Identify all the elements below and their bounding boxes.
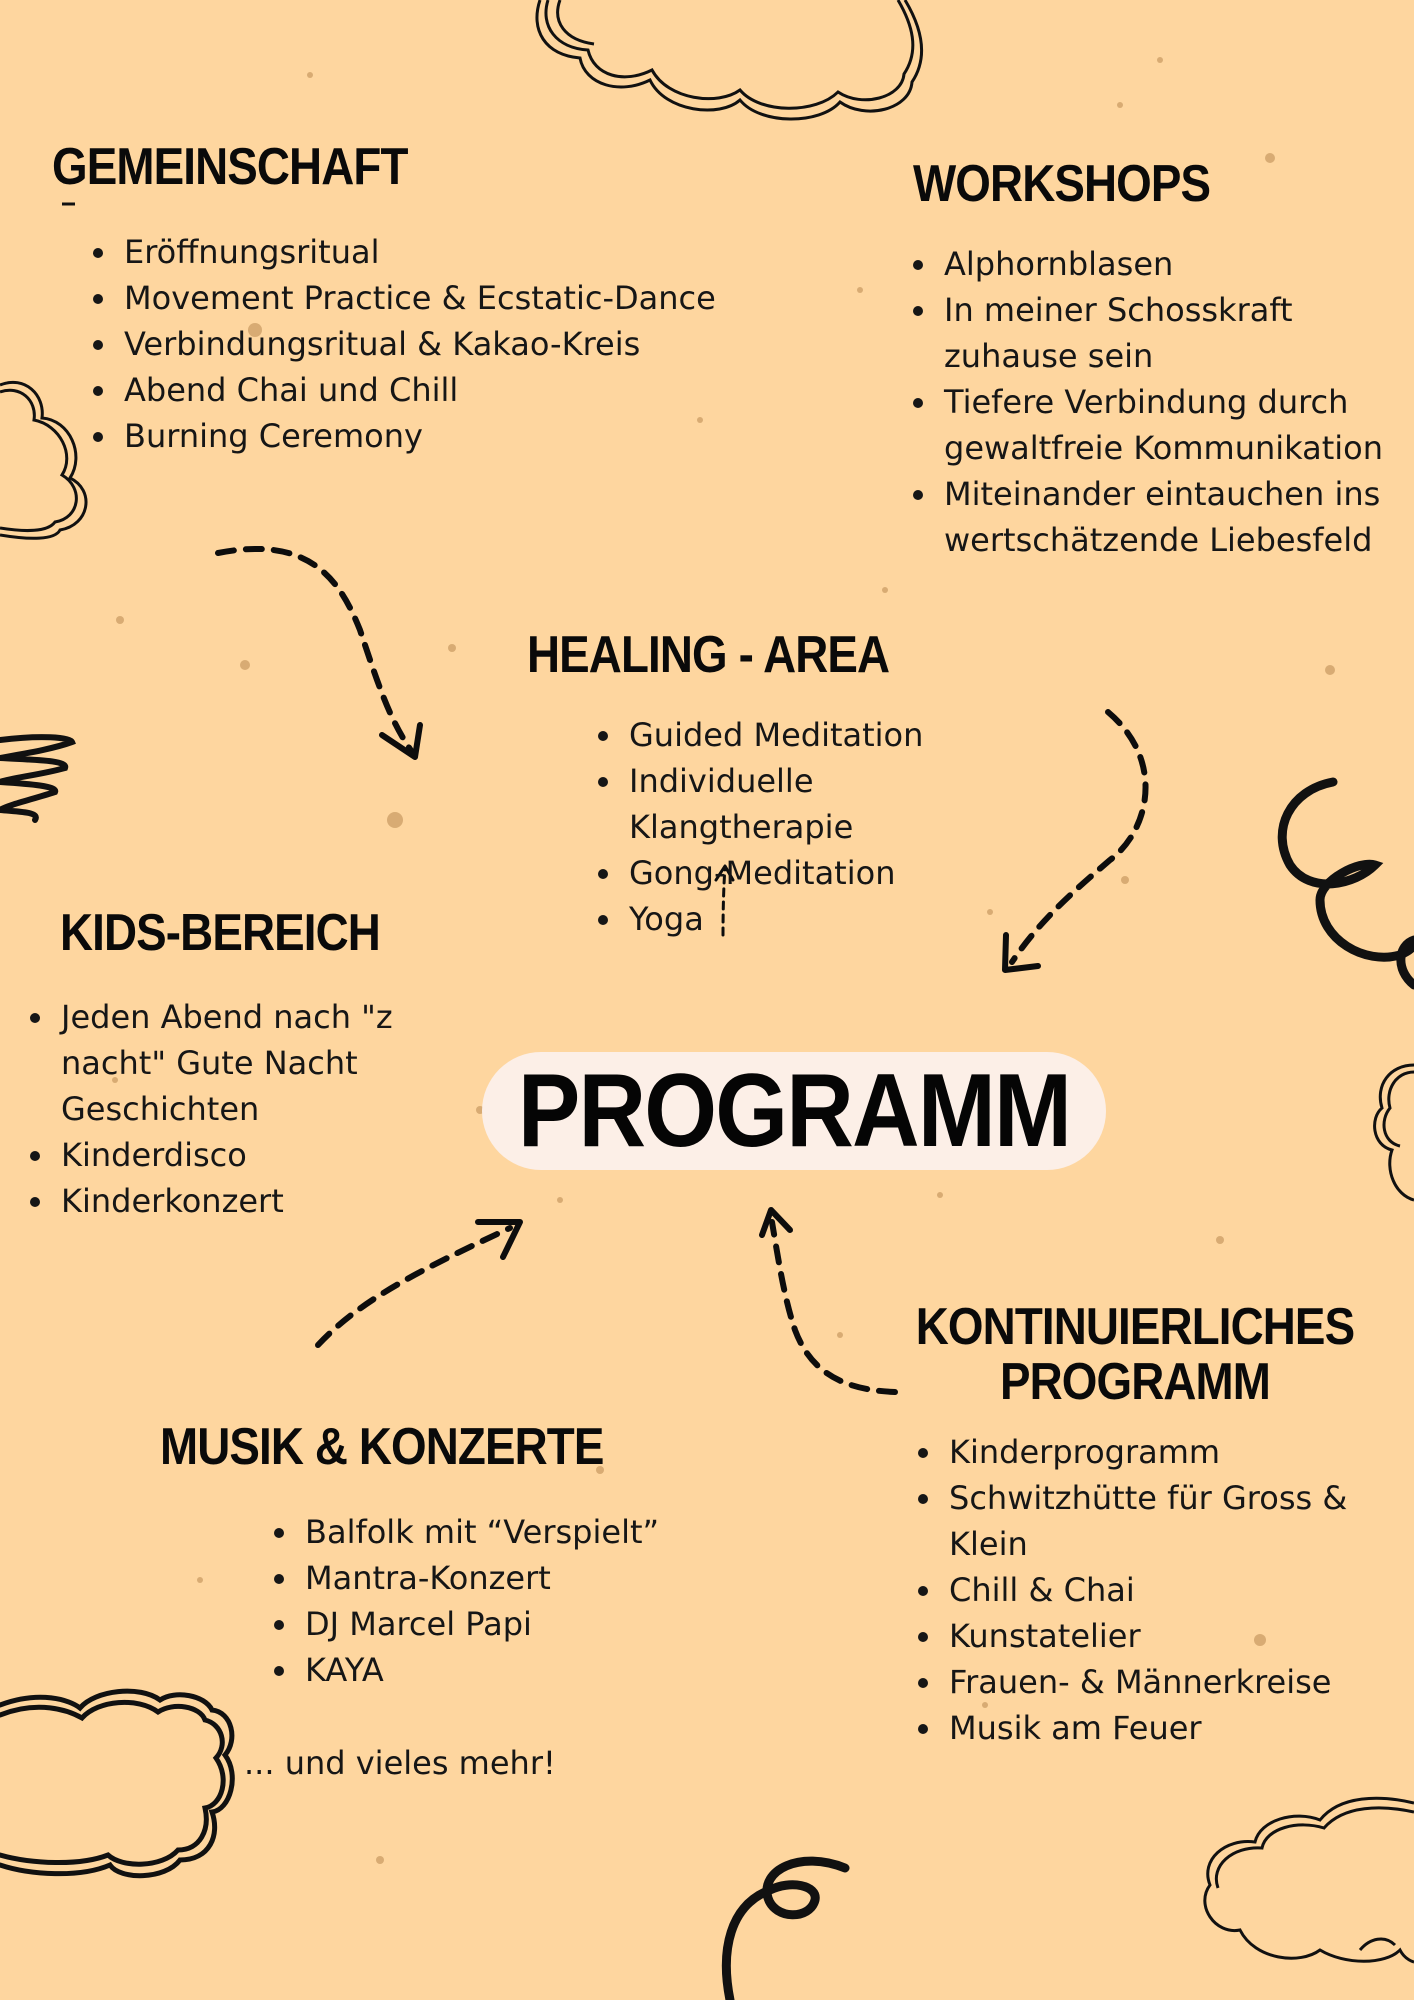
cloud-icon [537, 0, 922, 119]
list-item: • Abend Chai und Chill [120, 367, 740, 413]
swirl-icon [726, 1861, 845, 2000]
heading-line: KONTINUIERLICHES [915, 1298, 1355, 1356]
list-item: • Yoga [625, 896, 965, 942]
heading-workshops: WORKSHOPS [913, 155, 1211, 213]
heading-kids-bereich: KIDS-BEREICH [60, 904, 380, 962]
list-item: • Musik am Feuer [945, 1705, 1414, 1751]
cloud-icon [0, 1691, 232, 1876]
list-item: • Balfolk mit “Verspielt” [301, 1509, 661, 1555]
list-workshops [898, 241, 1410, 563]
list-item: • Guided Meditation [625, 712, 965, 758]
list-item: • Alphornblasen [940, 241, 1410, 287]
list-item: • Verbindungsritual & Kakao-Kreis [120, 321, 740, 367]
list-gemeinschaft [78, 229, 740, 459]
list-item: • Frauen- & Männerkreise [945, 1659, 1414, 1705]
arrow-kontinuierlich-to-programm [772, 1222, 895, 1392]
heading-musik-konzerte: MUSIK & KONZERTE [160, 1418, 604, 1476]
list-item: • Gong-Meditation [625, 850, 965, 896]
list-item: • Miteinander eintauchen ins wertschätzende Liebesfeld [940, 471, 1410, 563]
list-item: • Mantra-Konzert [301, 1555, 661, 1601]
heading-kontinuierliches-programm [911, 1300, 1360, 1409]
arrow-gemeinschaft-to-healing [218, 549, 412, 752]
more-text: ... und vieles mehr! [244, 1744, 556, 1782]
list-item: • Kunstatelier [945, 1613, 1414, 1659]
arrow-workshops-to-programm [1012, 712, 1146, 962]
list-kontinuierliches-programm [903, 1429, 1414, 1751]
list-kids-bereich [15, 994, 467, 1224]
list-item: • Chill & Chai [945, 1567, 1414, 1613]
swirl-icon [1282, 782, 1414, 985]
list-healing-area [583, 712, 965, 942]
cloud-icon [1205, 1798, 1414, 1962]
cloud-icon [1375, 1065, 1414, 1200]
list-item: • Individuelle Klangtherapie [625, 758, 965, 850]
heading-gemeinschaft: GEMEINSCHAFT [52, 138, 408, 196]
heading-line: PROGRAMM [999, 1352, 1271, 1411]
list-item: • Schwitzhütte für Gross & Klein [945, 1475, 1414, 1567]
list-item: • Kinderdisco [57, 1132, 467, 1178]
list-item: • Kinderprogramm [945, 1429, 1414, 1475]
list-item: • Jeden Abend nach "z nacht" Gute Nacht Geschichten [57, 994, 467, 1132]
scribble-icon [0, 737, 72, 820]
list-item: • DJ Marcel Papi [301, 1601, 661, 1647]
list-item: • Tiefere Verbindung durch gewaltfreie Kommunikation [940, 379, 1410, 471]
arrow-musik-to-programm [318, 1228, 510, 1345]
list-item: • Eröffnungsritual [120, 229, 740, 275]
list-item: • Movement Practice & Ecstatic-Dance [120, 275, 740, 321]
list-item: • Kinderkonzert [57, 1178, 467, 1224]
list-item: • KAYA [301, 1647, 661, 1693]
list-item: • Burning Ceremony [120, 413, 740, 459]
list-item: • In meiner Schosskraft zuhause sein [940, 287, 1410, 379]
cloud-icon [0, 382, 86, 538]
page-title: PROGRAMM [517, 1053, 1071, 1169]
heading-healing-area: HEALING - AREA [527, 626, 890, 684]
list-musik-konzerte [259, 1509, 661, 1693]
